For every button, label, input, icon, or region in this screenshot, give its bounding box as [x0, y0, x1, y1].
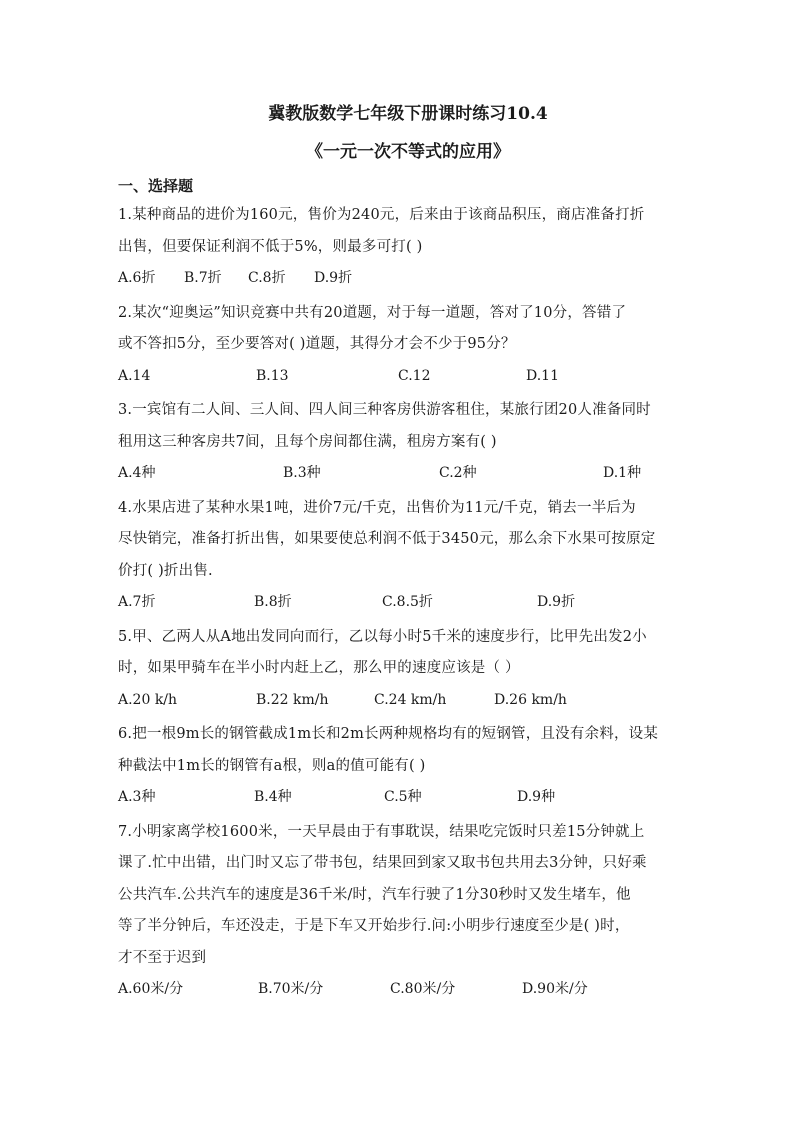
- option-a: A.14: [118, 367, 151, 384]
- question-1: [118, 200, 698, 295]
- question-line: 5.甲、乙两人从A地出发同向而行，乙以每小时5千米的速度步行，比甲先出发2小: [118, 628, 647, 645]
- option-c: C.8折: [248, 270, 286, 286]
- option-d: D.1种: [603, 465, 642, 481]
- option-a: A.4种: [118, 465, 156, 481]
- question-line: 种截法中1m长的钢管有a根，则a的值可能有( ): [118, 757, 426, 774]
- answer-options: [118, 361, 698, 393]
- answer-options: [118, 587, 698, 619]
- answer-options: [118, 782, 698, 814]
- section-heading: 一、选择题: [118, 177, 194, 195]
- question-line: 才不至于迟到: [118, 949, 207, 966]
- question-6: [118, 719, 698, 814]
- option-b: B.3种: [283, 465, 321, 481]
- option-c: C.5种: [384, 789, 422, 805]
- document-subtitle: 《一元一次不等式的应用》: [306, 142, 510, 162]
- option-c: C.12: [398, 367, 431, 384]
- question-line: 3.一宾馆有二人间、三人间、四人间三种客房供游客租住，某旅行团20人准备同时: [118, 402, 651, 418]
- question-2: [118, 298, 698, 393]
- option-d: D.9种: [517, 789, 556, 805]
- option-c: C.2种: [439, 465, 477, 481]
- question-line: 或不答扣5分，至少要答对( )道题，其得分才会不少于95分？: [118, 336, 516, 352]
- question-4: [118, 493, 698, 619]
- question-line: 课了.忙中出错，出门时又忘了带书包，结果回到家又取书包共用去3分钟，只好乘: [118, 855, 647, 871]
- question-5: [118, 622, 698, 717]
- worksheet-page: [118, 98, 698, 1009]
- question-line: 4.水果店进了某种水果1吨，进价7元/千克，出售价为11元/千克，销去一半后为: [118, 499, 636, 516]
- option-b: B.70米/分: [258, 981, 324, 997]
- option-b: B.4种: [254, 789, 292, 805]
- option-c: C.24 km/h: [374, 691, 447, 708]
- option-d: D.9折: [314, 270, 353, 286]
- option-d: D.90米/分: [522, 981, 588, 997]
- question-line: 1.某种商品的进价为160元，售价为240元，后来由于该商品积压，商店准备打折: [118, 207, 645, 223]
- question-line: 6.把一根9m长的钢管截成1m长和2m长两种规格均有的短钢管，且没有余料，设某: [118, 726, 659, 742]
- option-c: C.80米/分: [390, 981, 456, 997]
- question-line: 出售，但要保证利润不低于5%，则最多可打( ): [118, 238, 423, 255]
- option-d: D.9折: [537, 594, 576, 610]
- question-line: 租用这三种客房共7间，且每个房间都住满，租房方案有( ): [118, 433, 497, 450]
- document-title: 冀教版数学七年级下册课时练习10.4: [268, 104, 548, 124]
- answer-options: [118, 263, 698, 295]
- question-7: [118, 817, 698, 1006]
- option-b: B.7折: [184, 270, 222, 286]
- question-line: 7.小明家离学校1600米，一天早晨由于有事耽误，结果吃完饭时只差15分钟就上: [118, 823, 645, 840]
- question-line: 2.某次“迎奥运”知识竞赛中共有20道题，对于每一道题，答对了10分，答错了: [118, 304, 627, 321]
- question-line: 价打( )折出售.: [118, 562, 213, 579]
- question-3: [118, 395, 698, 490]
- option-c: C.8.5折: [382, 594, 433, 610]
- option-a: A.20 k/h: [118, 691, 178, 708]
- option-d: D.11: [526, 367, 559, 384]
- answer-options: [118, 974, 698, 1006]
- option-b: B.13: [256, 367, 289, 384]
- answer-options: [118, 458, 698, 490]
- option-a: A.3种: [118, 789, 156, 805]
- question-line: 公共汽车.公共汽车的速度是36千米/时，汽车行驶了1分30秒时又发生堵车，他: [118, 886, 631, 903]
- question-line: 时，如果甲骑车在半小时内赶上乙，那么甲的速度应该是（ ）: [118, 660, 520, 676]
- question-line: 尽快销完，准备打折出售，如果要使总利润不低于3450元，那么余下水果可按原定: [118, 531, 656, 547]
- answer-options: [118, 685, 698, 717]
- option-d: D.26 km/h: [494, 691, 567, 708]
- option-a: A.7折: [118, 594, 156, 610]
- question-line: 等了半分钟后，车还没走，于是下车又开始步行.问:小明步行速度至少是( )时，: [118, 918, 630, 934]
- option-a: A.6折: [118, 270, 156, 286]
- option-b: B.22 km/h: [256, 691, 329, 708]
- option-b: B.8折: [254, 594, 292, 610]
- option-a: A.60米/分: [118, 981, 184, 997]
